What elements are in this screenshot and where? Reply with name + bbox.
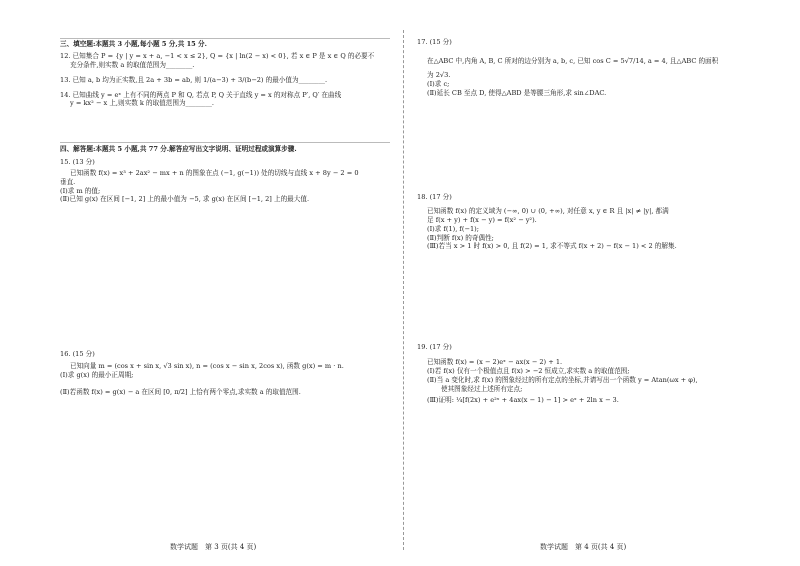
question-19-part-2b: 使其图象经过上述所有定点; [441, 384, 523, 393]
question-16-part-2: (Ⅱ)若函数 f(x) = g(x) − a 在区间 [0, π/2] 上恰有两个零点,求实数 a 的取值范围. [60, 387, 301, 396]
question-17-part-2: (Ⅱ)延长 CB 至点 D, 使得△ABD 是等腰三角形,求 sin∠DAC. [427, 88, 607, 97]
top-divider [60, 38, 390, 39]
section-4-title: 四、解答题:本题共 5 小题,共 77 分.解答应写出文字说明、证明过程或演算步骤. [60, 145, 297, 153]
question-16-part-1: (Ⅰ)求 g(x) 的最小正周期; [60, 370, 134, 379]
question-17-line-2: 为 2√3. [427, 70, 451, 79]
question-12-line-2: 充分条件,则实数 a 的取值范围为________. [70, 60, 195, 69]
question-18-line-1: 已知函数 f(x) 的定义域为 (−∞, 0) ∪ (0, +∞), 对任意 x, y ∈ R 且 |x| ≠ |y|, 都满 [427, 206, 669, 215]
question-17-part-1: (Ⅰ)求 c; [427, 79, 450, 88]
question-19 [417, 343, 787, 405]
question-18-part-2: (Ⅱ)判断 f(x) 的奇偶性; [427, 233, 494, 242]
question-13: 13. 已知 a, b 均为正实数,且 2a + 3b = ab, 则 1/(a−3) + 3/(b−2) 的最小值为________. [60, 75, 328, 84]
question-14-line-1: 14. 已知曲线 y = eˣ 上有不同的两点 P 和 Q, 若点 P, Q 关于直线 y = x 的对称点 P′, Q′ 在曲线 [60, 90, 342, 99]
question-15-line-2: 垂直. [60, 177, 76, 186]
question-19-header: 19. (17 分) [417, 343, 452, 351]
section-divider [60, 142, 390, 143]
fill-in-section [60, 40, 395, 108]
question-18-part-3: (Ⅲ)若当 x > 1 时 f(x) > 0, 且 f(2) = 1, 求不等式 f(x + 2) − f(x − 1) < 2 的解集. [427, 242, 677, 251]
question-18-header: 18. (17 分) [417, 193, 452, 201]
question-16 [60, 350, 395, 397]
question-15-part-1: (Ⅰ)求 m 的值; [60, 186, 101, 195]
question-16-header: 16. (15 分) [60, 350, 95, 358]
question-16-line-1: 已知向量 m = (cos x + sin x, √3 sin x), n = (cos x − sin x, 2cos x), 函数 g(x) = m · n. [70, 361, 344, 370]
question-15-header: 15. (13 分) [60, 157, 95, 166]
question-19-part-1: (Ⅰ)若 f(x) 仅有一个极值点且 f(x) > −2 恒成立,求实数 a 的取值范围; [427, 366, 630, 375]
question-17 [417, 38, 787, 97]
question-19-part-2a: (Ⅱ)当 a 变化时,求 f(x) 的图象经过的所有定点的坐标,并请写出一个函数 y = Atan(ωx + φ), [427, 375, 698, 384]
question-18-part-1: (Ⅰ)求 f(1), f(−1); [427, 224, 479, 233]
right-page [405, 0, 800, 566]
question-17-header: 17. (15 分) [417, 38, 452, 46]
question-15-part-2: (Ⅱ)已知 g(x) 在区间 [−1, 2] 上的最小值为 −5, 求 g(x) 在区间 [−1, 2] 上的最大值. [60, 195, 310, 204]
question-12-line-1: 12. 已知集合 P = {y | y = x + a, −1 < x ≤ 2}, Q = {x | ln(2 − x) < 0}, 若 x ∈ P 是 x ∈ Q 的必要不 [60, 51, 375, 60]
question-14-line-2: y = kx² − x 上,则实数 k 的取值范围为________. [70, 99, 215, 108]
question-19-line-1: 已知函数 f(x) = (x − 2)eˣ − ax(x − 2) + 1. [427, 357, 563, 366]
question-15 [60, 145, 395, 204]
section-3-title: 三、填空题:本题共 3 小题,每小题 5 分,共 15 分. [60, 40, 207, 48]
question-18 [417, 193, 787, 251]
question-17-line-1: 在△ABC 中,内角 A, B, C 所对的边分别为 a, b, c, 已知 cos C = 5√7/14, a = 4, 且△ABC 的面积 [427, 56, 719, 65]
question-18-line-2: 足 f(x + y) + f(x − y) = f(x² − y²). [427, 215, 537, 224]
page-footer-left: 数学试题 第 3 页(共 4 页) [170, 542, 257, 551]
question-19-part-3: (Ⅲ)证明: ¼[f(2x) + e²ˣ + 4ax(x − 1) − 1] > eˣ + 2ln x − 3. [427, 396, 619, 405]
question-15-line-1: 已知函数 f(x) = x³ + 2ax² − mx + n 的图象在点 (−1, g(−1)) 处的切线与直线 x + 8y − 2 = 0 [70, 168, 359, 177]
page-footer-right: 数学试题 第 4 页(共 4 页) [540, 542, 627, 551]
